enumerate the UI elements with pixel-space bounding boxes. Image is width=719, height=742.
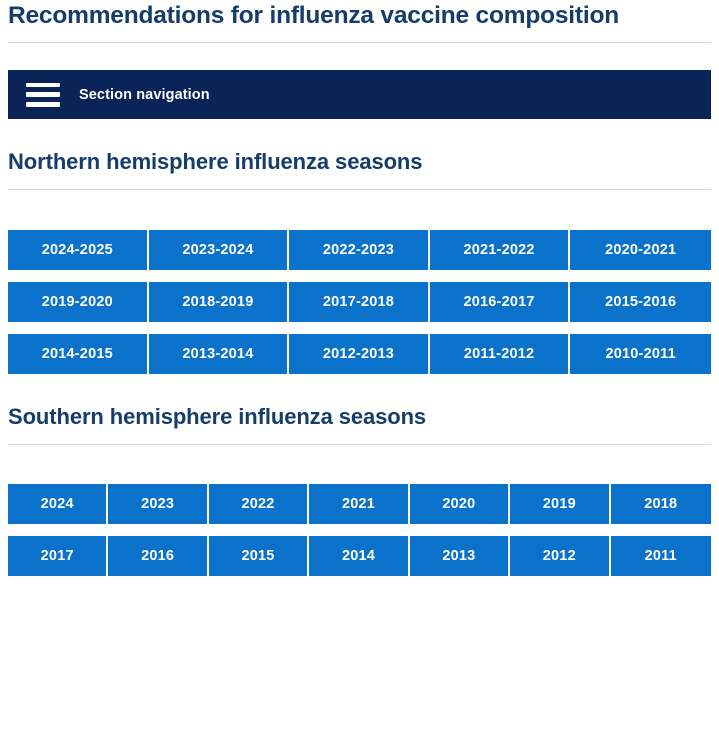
divider-southern [8,444,711,445]
season-button[interactable]: 2022-2023 [289,230,430,270]
hamburger-bar-2 [26,92,60,97]
season-button[interactable]: 2014-2015 [8,334,149,374]
season-button[interactable]: 2010-2011 [570,334,711,374]
season-button[interactable]: 2012 [510,536,610,576]
season-button[interactable]: 2015 [209,536,309,576]
southern-season-button-grid [8,484,711,576]
season-button[interactable]: 2022 [209,484,309,524]
season-button[interactable]: 2019-2020 [8,282,149,322]
season-button[interactable]: 2018-2019 [149,282,290,322]
northern-row-2 [8,282,711,322]
season-button[interactable]: 2017 [8,536,108,576]
southern-hemisphere-heading: Southern hemisphere influenza seasons [8,404,427,430]
season-button[interactable]: 2016 [108,536,208,576]
season-button[interactable]: 2018 [611,484,711,524]
season-button[interactable]: 2016-2017 [430,282,571,322]
section-navigation-label: Section navigation [79,86,210,103]
northern-hemisphere-heading: Northern hemisphere influenza seasons [8,149,423,175]
season-button[interactable]: 2013-2014 [149,334,290,374]
season-button[interactable]: 2011 [611,536,711,576]
season-button[interactable]: 2020-2021 [570,230,711,270]
northern-row-1 [8,230,711,270]
season-button[interactable]: 2020 [410,484,510,524]
season-button[interactable]: 2012-2013 [289,334,430,374]
season-button[interactable]: 2011-2012 [430,334,571,374]
season-button[interactable]: 2017-2018 [289,282,430,322]
divider-below-title [8,42,711,43]
season-button[interactable]: 2023 [108,484,208,524]
divider-northern [8,189,711,190]
page-title: Recommendations for influenza vaccine composition [8,2,619,29]
season-button[interactable]: 2013 [410,536,510,576]
hamburger-bar-3 [26,102,60,107]
season-button[interactable]: 2021-2022 [430,230,571,270]
southern-row-1 [8,484,711,524]
section-navigation-bar[interactable] [8,70,711,119]
season-button[interactable]: 2015-2016 [570,282,711,322]
season-button[interactable]: 2023-2024 [149,230,290,270]
season-button[interactable]: 2021 [309,484,409,524]
season-button[interactable]: 2024 [8,484,108,524]
hamburger-bar-1 [26,83,60,88]
season-button[interactable]: 2019 [510,484,610,524]
northern-season-button-grid [8,230,711,374]
southern-row-2 [8,536,711,576]
season-button[interactable]: 2014 [309,536,409,576]
hamburger-menu-icon[interactable] [26,83,60,107]
northern-row-3 [8,334,711,374]
season-button[interactable]: 2024-2025 [8,230,149,270]
